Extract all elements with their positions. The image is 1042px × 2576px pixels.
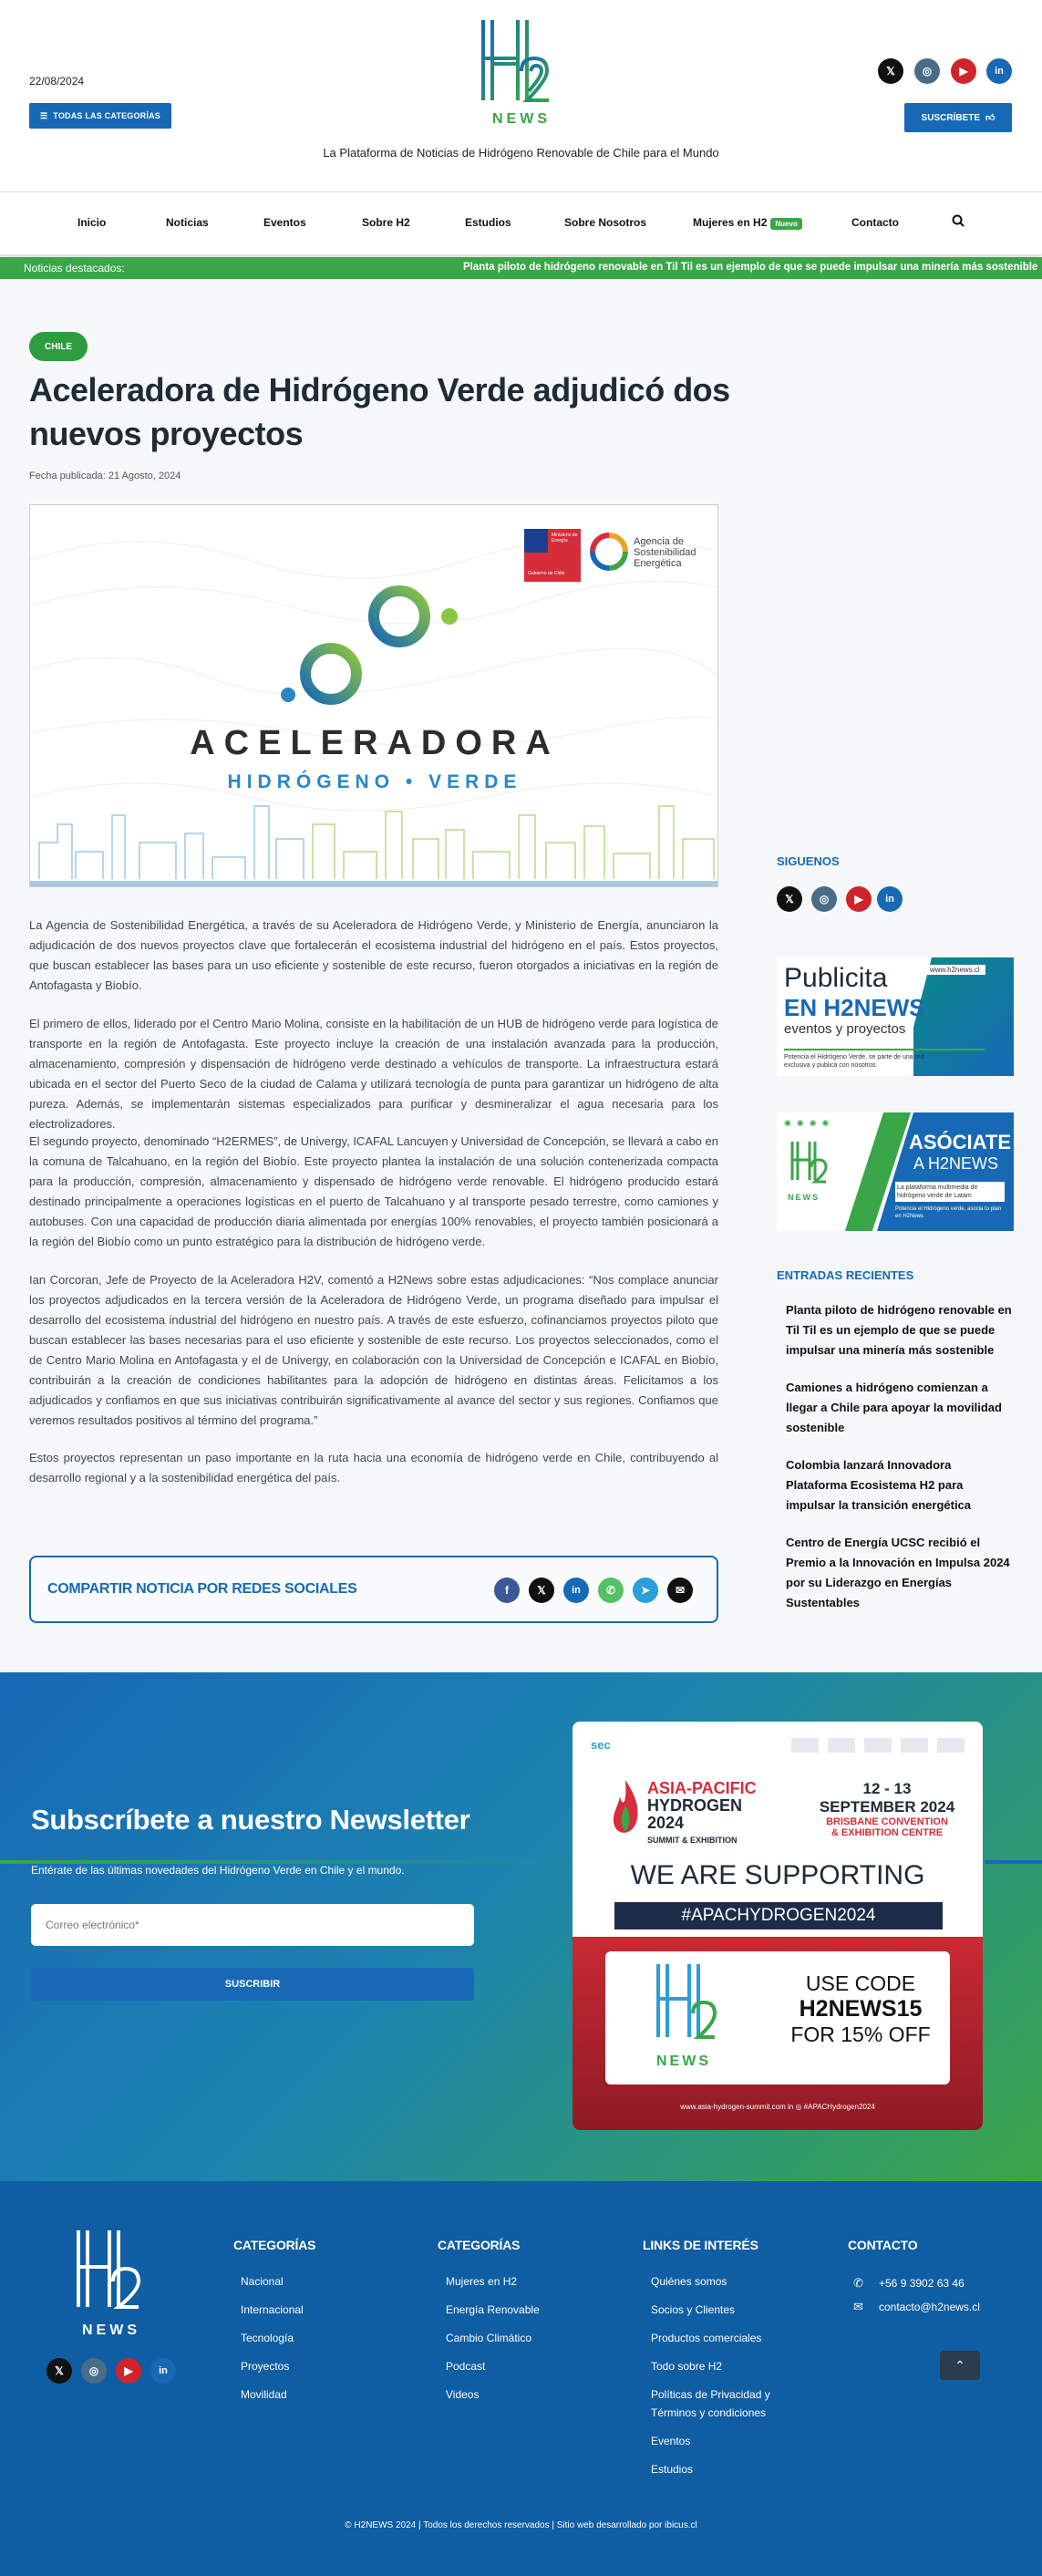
copyright: © H2NEWS 2024 | Todos los derechos reservados | Sitio web desarrollado por ibicus.cl xyxy=(345,2520,697,2530)
article-paragraph: El segundo proyecto, denominado “H2ERMES”, de Univergy, ICAFAL Lancuyen y Universidad de Concepción, se llevará a cabo en la comuna de Talcahuano, en la región del Biobío. Este proyecto plantea la instalación de una solución contenerizada compacta para la producción, compresión, almacenamiento y dispensado de hidrógeno verde renovable. El hidrógeno producido estará destinado principalmente a operaciones logísticas en el puerto de Talcahuano y al transporte pesado terrestre, como camiones y autobuses. Con una capacidad de producción diaria alimentada por energías 100% renovables, el proyecto también posicionará a la región del Biobío como un punto estratégico para la distribución de hidrógeno verde. xyxy=(29,1134,718,1248)
share-title: COMPARTIR NOTICIA POR REDES SOCIALES xyxy=(47,1581,357,1597)
publish-date: Fecha publicada: 21 Agosto, 2024 xyxy=(29,471,181,481)
ministry-name: Ministerio de Energía xyxy=(552,533,578,543)
ministry-logo xyxy=(524,529,581,582)
svg-text:NEWS: NEWS xyxy=(82,2323,140,2338)
agency-line-3: Energética xyxy=(634,558,682,569)
promo-h2-logo-icon xyxy=(655,1960,724,2055)
promo-sec: sec xyxy=(591,1738,611,1752)
promo-event-4: SUMMIT & EXHIBITION xyxy=(647,1836,738,1845)
site-header xyxy=(0,0,1042,191)
newsletter-subtitle: Entérate de las últimas novedades del Hidrógeno Verde en Chile y el mundo. xyxy=(31,1864,405,1877)
footer-col1-title: CATEGORÍAS xyxy=(233,2238,316,2252)
agency-logo-icon xyxy=(590,533,628,575)
footer-logo-icon[interactable] xyxy=(73,2227,150,2340)
article-paragraph: El primero de ellos, liderado por el Centro Mario Molina, consiste en la habilitación de un HUB de hidrógeno verde para logística de transporte en la región de Antofagasta. Este proyecto incluye la creación de una instalación avanzada para la producción, almacenamiento, compresión y dispensación de hidrógeno verde destinado a vehículos de transporte. La infraestructura estará ubicada en el sector del Puerto Seco de la ciudad de Calama y utilizará tecnología de punta para garantizar un hidrógeno de alta pureza. Además, se implementarán sistemas especializados para purificar y desmineralizar el agua necesaria para los electrolizadores. xyxy=(29,1017,718,1131)
youtube-social-icon[interactable]: ▶ xyxy=(951,58,976,84)
nav-sobre-nosotros[interactable]: Sobre Nosotros xyxy=(564,216,647,229)
sidebar-x-icon[interactable]: 𝕏 xyxy=(777,886,802,912)
site-logo[interactable] xyxy=(478,16,565,135)
promo-venue-2: & EXHIBITION CENTRE xyxy=(831,1827,944,1838)
ticker-headline[interactable]: Planta piloto de hidrógeno renovable en Til Til es un ejemplo de que se puede impulsar una minería más sostenible xyxy=(463,262,1038,273)
ad2-logo-icon xyxy=(789,1140,830,1191)
footer-link[interactable]: Internacional xyxy=(241,2303,304,2316)
nav-contacto[interactable]: Contacto xyxy=(851,216,899,229)
newsletter-email-input[interactable] xyxy=(31,1904,474,1946)
all-categories-label: TODAS LAS CATEGORÍAS xyxy=(53,111,160,120)
share-x-icon[interactable]: 𝕏 xyxy=(529,1578,554,1603)
footer-link[interactable]: Movilidad xyxy=(241,2388,287,2401)
footer-link[interactable]: Quiénes somos xyxy=(651,2275,727,2288)
footer-link[interactable]: Eventos xyxy=(651,2435,691,2447)
ad2-social-icons: ◉◉◉◉ xyxy=(784,1118,835,1127)
logo-letters xyxy=(478,16,479,17)
chevron-up-icon: ⌃ xyxy=(954,2357,965,2373)
footer-link[interactable]: Nacional xyxy=(241,2275,284,2288)
promo-dates xyxy=(810,1780,965,1838)
footer-col2-list xyxy=(446,2272,540,2414)
footer-link[interactable]: Podcast xyxy=(446,2360,486,2373)
nav-inicio[interactable]: Inicio xyxy=(77,216,107,229)
advertise-banner[interactable] xyxy=(777,957,1014,1076)
hero-subline: HIDRÓGENO • VERDE xyxy=(227,771,522,792)
site-tagline: La Plataforma de Noticias de Hidrógeno Renovable de Chile para el Mundo xyxy=(323,146,719,160)
email-icon: ✉ xyxy=(853,2300,863,2313)
ad2-small-2: Potencia el Hidrógeno verde, asocia tu plan en H2News xyxy=(895,1206,1002,1219)
agency-line-1: Agencia de xyxy=(634,536,685,547)
recent-post-link[interactable]: Planta piloto de hidrógeno renovable en Til Til es un ejemplo de que se puede impulsar una minería más sostenible xyxy=(786,1303,1012,1357)
header-date: 22/08/2024 xyxy=(29,75,85,88)
agency-name xyxy=(634,536,696,569)
footer-youtube-icon[interactable]: ▶ xyxy=(116,2358,141,2384)
hero-headline: ACELERADORA xyxy=(190,724,560,762)
footer-col3-list xyxy=(651,2272,815,2488)
promo-supporting: WE ARE SUPPORTING xyxy=(630,1860,925,1890)
footer-link[interactable]: Estudios xyxy=(651,2463,694,2476)
ad-small: Potencia el Hidrógeno Verde, se parte de una red exclusiva y publica con nosotros. xyxy=(784,1054,924,1069)
article-paragraph: La Agencia de Sostenibilidad Energética, a través de su Aceleradora de Hidrógeno Verde, y Ministerio de Energía, anunciaron la adjudicación de dos nuevos proyectos clave que fortalecerán el ecosistema industrial del hidrógeno en el país. Estos proyectos, que buscan establecer las bases para un uso eficiente y sostenible de este recurso, fueron otorgados a iniciativas en la región de Antofagasta y Biobío. xyxy=(29,918,718,992)
ad-url: www.h2news.cl xyxy=(924,965,985,975)
footer-col1-list xyxy=(241,2272,304,2414)
new-badge: Nuevo xyxy=(770,218,801,230)
search-icon[interactable] xyxy=(952,214,965,232)
nav-eventos[interactable]: Eventos xyxy=(263,216,306,229)
gov-name: Gobierno de Chile xyxy=(528,571,565,576)
newsletter-section xyxy=(0,1672,1042,2181)
footer-col4-title: CONTACTO xyxy=(848,2238,918,2252)
main-nav xyxy=(0,191,1042,255)
recent-post-link[interactable]: Centro de Energía UCSC recibió el Premio a la Innovación en Impulsa 2024 por su Liderazgo en Energías Sustentables xyxy=(786,1536,1010,1609)
thumbs-up-icon: 👍︎ xyxy=(985,113,996,123)
footer-instagram-icon[interactable]: ◎ xyxy=(81,2358,107,2384)
recent-post-link[interactable]: Colombia lanzará Innovadora Plataforma Ecosistema H2 para impulsar la transición energética xyxy=(786,1458,972,1512)
article-paragraph: Estos proyectos representan un paso importante en la ruta hacia una economía de hidrógeno verde en Chile, contribuyendo al desarrollo regional y a la sostenibilidad energética del país. xyxy=(29,1451,718,1485)
footer-link[interactable]: Todo sobre H2 xyxy=(651,2360,723,2373)
agency-line-2: Sostenibilidad xyxy=(634,547,696,558)
footer-link[interactable]: Energía Renovable xyxy=(446,2303,540,2316)
footer-link[interactable]: Videos xyxy=(446,2388,480,2401)
menu-icon: ☰ xyxy=(40,110,48,120)
newsletter-title: Subscríbete a nuestro Newsletter xyxy=(31,1804,470,1836)
share-telegram-icon[interactable]: ➤ xyxy=(633,1578,658,1603)
linkedin-social-icon[interactable]: in xyxy=(986,58,1012,84)
footer-linkedin-icon[interactable]: in xyxy=(150,2358,176,2384)
sidebar-linkedin-icon[interactable]: in xyxy=(877,886,903,912)
promo-event xyxy=(647,1780,757,1849)
ad-line-1: Publicita xyxy=(784,963,888,993)
promo-event-3: 2024 xyxy=(647,1814,685,1832)
footer-link[interactable]: Mujeres en H2 xyxy=(446,2275,518,2288)
promo-code xyxy=(779,1971,943,2047)
subscribe-label: SUSCRÍBETE xyxy=(921,112,980,123)
promo-event-2: HYDROGEN xyxy=(647,1796,743,1815)
promo-code-3: FOR 15% OFF xyxy=(790,2023,931,2046)
recent-post-link[interactable]: Camiones a hidrógeno comienzan a llegar a Chile para apoyar la movilidad sostenible xyxy=(786,1381,1002,1434)
footer-link[interactable]: Proyectos xyxy=(241,2360,290,2373)
logo-wordmark: NEWS xyxy=(492,111,551,127)
promo-venue-1: BRISBANE CONVENTION xyxy=(826,1816,948,1827)
instagram-social-icon[interactable]: ◎ xyxy=(914,58,940,84)
ad-line-3: eventos y proyectos xyxy=(784,1021,906,1037)
phone-icon: ✆ xyxy=(853,2276,863,2290)
scroll-to-top-button[interactable] xyxy=(940,2351,980,2380)
sidebar-youtube-icon[interactable]: ▶ xyxy=(846,886,872,912)
associate-banner[interactable]: ◉◉◉◉ NEWS ASÓCIATE A H2NEWS La plataforma multimedia de hidrógeno verde de Latam Potencia el Hidrógeno verde, asocia tu plan en H2News xyxy=(777,1112,1014,1231)
nav-sobre-h2[interactable]: Sobre H2 xyxy=(362,216,410,229)
share-email-icon[interactable]: ✉ xyxy=(667,1578,693,1603)
footer-col3-title: LINKS DE INTERÉS xyxy=(643,2238,758,2252)
promo-footer: www.asia-hydrogen-summit.com in ◎ #APACHydrogen2024 xyxy=(680,2103,875,2111)
subscribe-button[interactable] xyxy=(904,103,1012,132)
follow-title: SIGUENOS xyxy=(777,854,840,868)
ad2-line-2: A H2NEWS xyxy=(913,1154,999,1173)
featured-news-ticker xyxy=(0,257,1042,279)
category-chip[interactable]: CHILE xyxy=(29,332,88,361)
newsletter-submit-button[interactable]: SUSCRIBIR xyxy=(31,1968,474,2001)
footer-x-icon[interactable]: 𝕏 xyxy=(46,2358,72,2384)
footer-link[interactable]: Cambio Climático xyxy=(446,2332,532,2344)
x-social-icon[interactable]: 𝕏 xyxy=(878,58,903,84)
footer-phone[interactable]: +56 9 3902 63 46 xyxy=(879,2277,965,2290)
promo-hashtag: #APACHYDROGEN2024 xyxy=(614,1902,943,1929)
footer-col2-title: CATEGORÍAS xyxy=(438,2238,521,2252)
footer-link[interactable]: Socios y Clientes xyxy=(651,2303,736,2316)
share-box xyxy=(29,1556,718,1623)
nav-mujeres-en-h2[interactable] xyxy=(693,216,802,229)
promo-date-days: 12 - 13 xyxy=(862,1780,912,1797)
footer-link[interactable]: Productos comerciales xyxy=(651,2332,762,2344)
ticker-label: Noticias destacados: xyxy=(24,262,125,274)
article-title: Aceleradora de Hidrógeno Verde adjudicó dos nuevos proyectos xyxy=(29,371,730,452)
footer-email[interactable]: contacto@h2news.cl xyxy=(879,2301,980,2313)
share-linkedin-icon[interactable]: in xyxy=(563,1578,589,1603)
article-hero-image xyxy=(29,504,718,887)
nav-estudios[interactable]: Estudios xyxy=(465,216,511,229)
promo-event-1: ASIA-PACIFIC xyxy=(647,1779,757,1797)
nav-noticias[interactable]: Noticias xyxy=(166,216,209,229)
share-whatsapp-icon[interactable]: ✆ xyxy=(598,1578,624,1603)
promo-code-1: USE CODE xyxy=(805,1971,916,1995)
ad-line-2: EN H2NEWS xyxy=(784,994,925,1021)
promo-flame-icon xyxy=(609,1778,642,1842)
site-footer xyxy=(0,2181,1042,2576)
footer-link[interactable]: Tecnología xyxy=(241,2332,294,2344)
all-categories-button[interactable] xyxy=(29,103,171,129)
promo-date-month: SEPTEMBER 2024 xyxy=(819,1798,955,1816)
recent-title: ENTRADAS RECIENTES xyxy=(777,1268,914,1282)
footer-link[interactable]: Políticas de Privacidad y Términos y condiciones xyxy=(651,2388,770,2419)
article-paragraph: Ian Corcoran, Jefe de Proyecto de la Aceleradora H2V, comentó a H2News sobre estas adjudicaciones: “Nos complace anunciar los proyectos adjudicados en la tercera versión de la Aceleradora de Hidrógeno Verde, un programa diseñado para impulsar el desarrollo del ecosistema industrial del hidrógeno en nuestro país. A través de este esfuerzo, cofinanciamos proyectos piloto que buscan establecer las bases necesarias para el uso eficiente y sostenible de este recurso. Los proyectos seleccionados, como el de Centro Mario Molina en Antofagasta y el de Univergy, en colaboración con la Universidad de Concepción e ICAFAL en Biobío, contribuirán a la creación de condiciones habilitantes para la adopción de hidrógeno en distintas áreas. Felicitamos a los adjudicados y confiamos en que sus iniciativas contribuirán significativamente al avance del sector y sus regiones. Confiamos que veremos resultados positivos al término del programa.” xyxy=(29,1273,718,1427)
apac-hydrogen-promo[interactable]: sec ASIA-PACIFIC HYDROGEN 2024 SUMMIT & EXHIBITION 12 - 13 SEPTEMBER 2024 BRISBANE CONVENTION & EXHIBITION CENTRE WE ARE SUPPORTING #APACHYDROGEN2024 NEWS USE CODE H2NEWS15 FOR 15% OFF www.asia-hydrogen-summit.com in ◎ #APACHydrogen2024 xyxy=(573,1722,983,2130)
nav-mujeres-label: Mujeres en H2 xyxy=(693,216,768,229)
ad2-line-1: ASÓCIATE xyxy=(909,1131,1012,1154)
share-facebook-icon[interactable]: f xyxy=(494,1578,520,1603)
promo-code-2: H2NEWS15 xyxy=(799,1996,923,2022)
ad2-small-1: La plataforma multimedia de hidrógeno verde de Latam xyxy=(895,1182,1005,1202)
sidebar-instagram-icon[interactable]: ◎ xyxy=(811,886,837,912)
